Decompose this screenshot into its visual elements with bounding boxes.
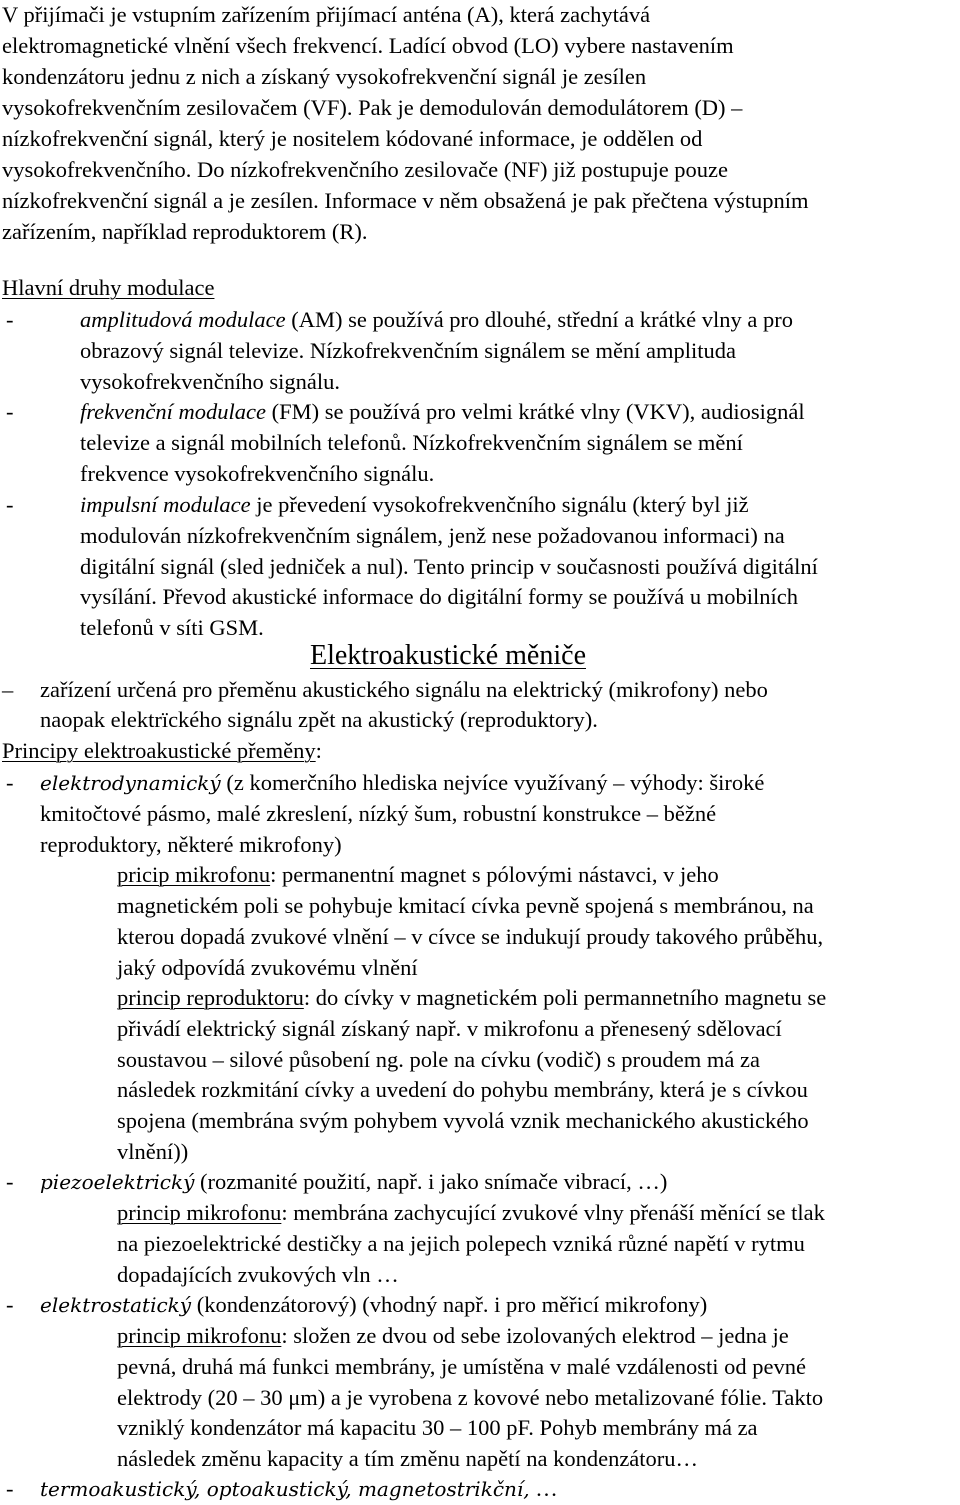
mic-principle-label: princip mikrofonu	[117, 1323, 282, 1348]
am-term: amplitudová modulace	[80, 307, 286, 332]
speaker-principle-line1: : do cívky v magnetickém poli permannetního magnetu se	[303, 985, 827, 1010]
list-item-line	[80, 305, 793, 336]
list-item-line: frekvence vysokofrekvenčního signálu.	[80, 461, 435, 486]
list-dash: -	[6, 1292, 14, 1317]
definition-line: zařízení určená pro přeměnu akustického signálu na elektrický (mikrofony) nebo	[40, 677, 768, 702]
list-item-line: vysokofrekvenčního signálu.	[80, 369, 340, 394]
mic-principle-label: pricip mikrofonu	[117, 862, 271, 887]
list-item-line	[40, 1290, 707, 1321]
sub-item-line: přivádí elektrický signál získaný např. v mikrofonu a přenesený sdělovací	[117, 1016, 782, 1041]
sub-item-line: následek rozkmitání cívky a uvedení do pohybu membrány, která je s cívkou	[117, 1077, 808, 1102]
list-dash: -	[6, 1476, 14, 1501]
intro-line: vysokofrekvenčního. Do nízkofrekvenčního zesilovače (NF) již postupuje pouze	[2, 157, 729, 182]
fm-term: frekvenční modulace	[80, 399, 266, 424]
sub-item-line	[117, 1198, 825, 1229]
sub-item-line: vzniklý kondenzátor má kapacitu 30 – 100 pF. Pohyb membrány má za	[117, 1415, 758, 1440]
list-item-line	[40, 1167, 667, 1198]
piezo-term: piezoelektrický	[40, 1170, 195, 1194]
fm-line1: (FM) se používá pro velmi krátké vlny (VKV), audiosignál	[265, 399, 805, 424]
pulse-term: impulsní modulace	[80, 492, 251, 517]
sub-item-line: spojena (membrána svým pohybem vyvolá vznik mechanického akustického	[117, 1108, 809, 1133]
intro-line: zařízením, například reproduktorem (R).	[2, 219, 368, 244]
piezo-mic-line1: : membrána zachycující zvukové vlny přenáší měnící se tlak	[281, 1200, 825, 1225]
other-rest: …	[529, 1476, 558, 1501]
electrostatic-line1: (kondenzátorový) (vhodný např. i pro měřicí mikrofony)	[191, 1292, 708, 1317]
intro-line: nízkofrekvenční signál a je zesílen. Informace v něm obsažená je pak přečtena výstupním	[2, 188, 809, 213]
sub-item-line: kterou dopadá zvukové vlnění – v cívce se indukují proudy takového průběhu,	[117, 924, 824, 949]
intro-line: elektromagnetické vlnění všech frekvencí. Ladící obvod (LO) vybere nastavením	[2, 33, 734, 58]
intro-line: kondenzátoru jednu z nich a získaný vysokofrekvenční signál je zesílen	[2, 64, 647, 89]
sub-item-line: soustavou – silové působení ng. pole na cívku (vodič) s proudem má za	[117, 1047, 760, 1072]
list-dash: -	[6, 399, 14, 424]
intro-line: V přijímači je vstupním zařízením přijímací anténa (A), která zachytává	[2, 2, 651, 27]
list-item-line: reproduktory, některé mikrofony)	[40, 832, 342, 857]
list-item-line	[40, 1474, 558, 1505]
list-dash: -	[6, 492, 14, 517]
sub-item-line: dopadajících zvukových vln …	[117, 1262, 399, 1287]
sub-item-line: jaký odpovídá zvukovému vlnění	[117, 955, 418, 980]
sub-item-line	[117, 1321, 789, 1352]
list-item-line: telefonů v síti GSM.	[80, 615, 264, 640]
electrostatic-mic-line1: : složen ze dvou od sebe izolovaných elektrod – jedna je	[281, 1323, 789, 1348]
am-line1: (AM) se používá pro dlouhé, střední a krátké vlny a pro	[285, 307, 793, 332]
pulse-line1: je převedení vysokofrekvenčního signálu (který byl již	[250, 492, 749, 517]
sub-item-line: vlnění))	[117, 1139, 189, 1164]
list-item-line: vysílání. Převod akustické informace do digitální formy se používá u mobilních	[80, 584, 798, 609]
electrostatic-term: elektrostatický	[40, 1293, 192, 1317]
piezo-line1: (rozmanité použití, např. i jako snímače vibrací, …)	[194, 1169, 668, 1194]
principles-heading-text: Principy elektroakustické přeměny	[2, 738, 316, 763]
modulation-heading: Hlavní druhy modulace	[2, 275, 215, 300]
definition-line: naopak elektrïckého signálu zpět na akustický (reproduktory).	[40, 707, 598, 732]
sub-item-line: na piezoelektrické destičky a na jejich polepech vzniká různé napětí v rytmu	[117, 1231, 805, 1256]
section-title: Elektroakustické měniče	[310, 640, 586, 671]
other-terms: termoakustický, optoakustický, magnetostrikční,	[40, 1477, 530, 1501]
sub-item-line: následek změnu kapacity a tím změnu napětí na kondenzátoru…	[117, 1446, 699, 1471]
mic-principle-line1: : permanentní magnet s pólovými nástavci, v jeho	[270, 862, 719, 887]
list-item-line: modulován nízkofrekvenčním signálem, jenž nese požadovanou informaci) na	[80, 523, 785, 548]
principles-colon: :	[315, 738, 322, 763]
sub-item-line: elektrody (20 – 30 μm) a je vyrobena z kovové nebo metalizované fólie. Takto	[117, 1385, 824, 1410]
list-dash: -	[6, 307, 14, 332]
speaker-principle-label: princip reproduktoru	[117, 985, 304, 1010]
list-item-line: televize a signál mobilních telefonů. Nízkofrekvenčním signálem se mění	[80, 430, 743, 455]
list-item-line	[40, 768, 764, 799]
sub-item-line: magnetickém poli se pohybuje kmitací cívka pevně spojená s membránou, na	[117, 893, 814, 918]
list-item-line: kmitočtové pásmo, malé zkreslení, nízký šum, robustní konstrukce – běžné	[40, 801, 717, 826]
intro-line: nízkofrekvenční signál, který je nositelem kódované informace, je oddělen od	[2, 126, 703, 151]
list-dash: -	[6, 770, 14, 795]
sub-item-line: pevná, druhá má funkci membrány, je umístěna v malé vzdálenosti od pevné	[117, 1354, 806, 1379]
list-item-line: digitální signál (sled jedniček a nul). Tento princip v současnosti používá digitální	[80, 554, 818, 579]
list-dash: -	[6, 1169, 14, 1194]
mic-principle-label: princip mikrofonu	[117, 1200, 282, 1225]
list-item-line: obrazový signál televize. Nízkofrekvenčním signálem se mění amplituda	[80, 338, 737, 363]
electrodynamic-line1: (z komerčního hlediska nejvíce využívaný – výhody: široké	[220, 770, 765, 795]
definition-dash: –	[2, 677, 14, 702]
list-item-line	[80, 490, 749, 521]
sub-item-line	[117, 983, 826, 1014]
electrodynamic-term: elektrodynamický	[40, 771, 221, 795]
principles-heading	[2, 736, 322, 767]
sub-item-line	[117, 860, 719, 891]
list-item-line	[80, 397, 805, 428]
intro-line: vysokofrekvenčním zesilovačem (VF). Pak je demodulován demodulátorem (D) –	[2, 95, 743, 120]
